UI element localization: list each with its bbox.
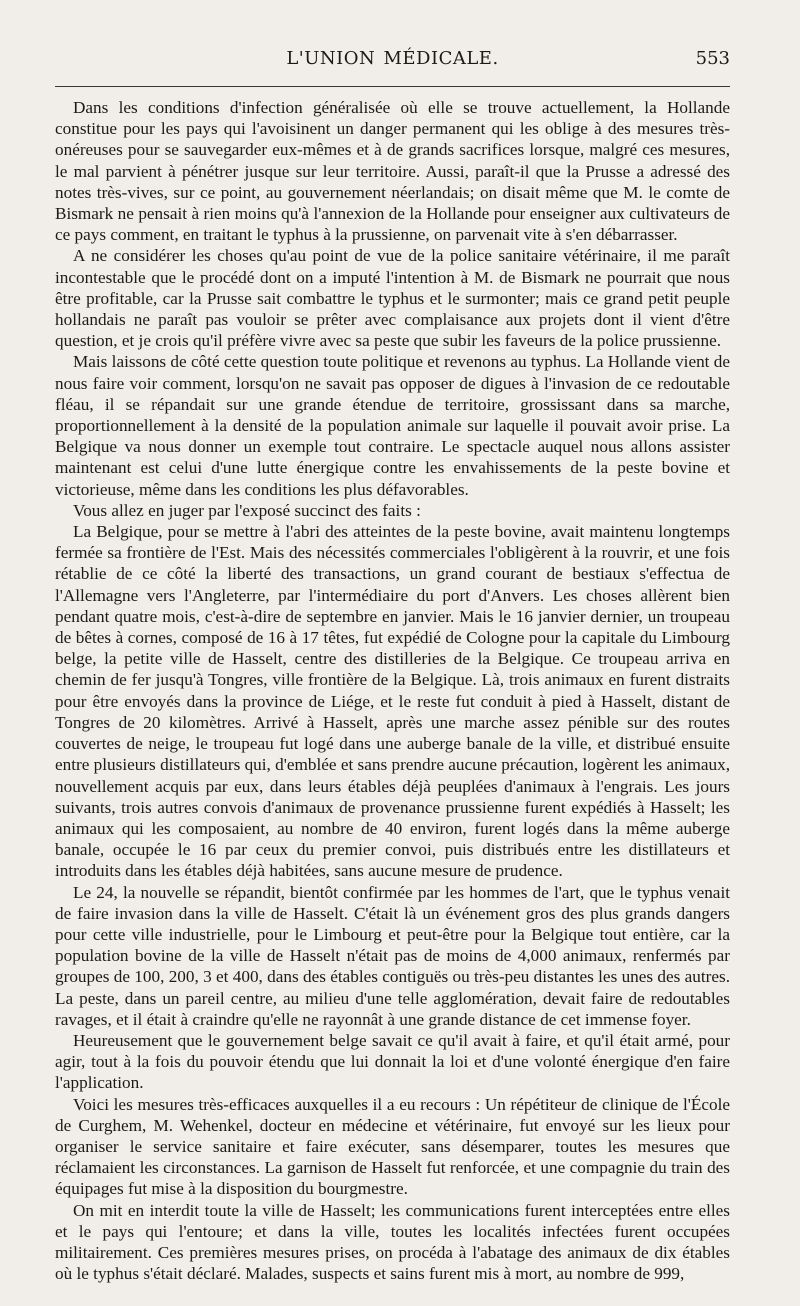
paragraph: Voici les mesures très-efficaces auxquelles il a eu recours : Un répétiteur de clinique de l'École de Curghem, M. Wehenkel, docteur en médecine et vétérinaire, fut envoyé sur les lieux pour organiser le service sanitaire et faire exécuter, sans désemparer, toutes les mesures que réclamaient les circonstances. La garnison de Hasselt fut renforcée, et une compagnie du train des équipages fut mise à la disposition du bourgmestre. [55, 1094, 730, 1199]
body-text [55, 97, 730, 1284]
paragraph: Mais laissons de côté cette question toute politique et revenons au typhus. La Hollande vient de nous faire voir comment, lorsqu'on ne savait pas opposer de digues à l'invasion de ce redoutable fléau, il se répandait sur une grande étendue de territoire, grossissant dans sa marche, proportionnellement à la densité de la population animale sur laquelle il pouvait avoir prise. La Belgique va nous donner un exemple tout contraire. Le spectacle auquel nous allons assister maintenant est celui d'une lutte énergique contre les envahissements de la peste bovine et victorieuse, même dans les conditions les plus défavorables. [55, 352, 730, 499]
paragraph: Le 24, la nouvelle se répandit, bientôt confirmée par les hommes de l'art, que le typhus venait de faire invasion dans la ville de Hasselt. C'était là un événement gros des plus grands dangers pour cette ville industrielle, pour le Limbourg et peut-être pour la Belgique tout entière, car la population bovine de la ville de Hasselt n'était pas de moins de 4,000 animaux, renfermés par groupes de 100, 200, 3 et 400, dans des étables contiguës ou très-peu distantes les unes des autres. La peste, dans un pareil centre, au milieu d'une telle agglomération, devait faire de redoutables ravages, et il était à craindre qu'elle ne rayonnât à une grande distance de cet immense foyer. [55, 882, 730, 1029]
paragraph: On mit en interdit toute la ville de Hasselt; les communications furent interceptées entre elles et le pays qui l'entoure; et dans la ville, toutes les localités infectées furent occupées militairement. Ces premières mesures prises, on procéda à l'abatage des animaux de dix étables où le typhus s'était déclaré. Malades, suspects et sains furent mis à mort, au nombre de 999, [55, 1200, 730, 1284]
paragraph: La Belgique, pour se mettre à l'abri des atteintes de la peste bovine, avait maintenu longtemps fermée sa frontière de l'Est. Mais des nécessités commerciales l'obligèrent à la rouvrir, et une fois rétablie de ce côté la liberté des transactions, un grand courant de bestiaux s'effectua de l'Allemagne vers l'Angleterre, par l'intermédiaire du port d'Anvers. Les choses allèrent bien pendant quatre mois, c'est-à-dire de septembre en janvier. Mais le 16 janvier dernier, un troupeau de bêtes à cornes, composé de 16 à 17 têtes, fut expédié de Cologne pour la capitale du Limbourg belge, la petite ville de Hasselt, centre des distilleries de la Belgique. Ce troupeau arriva en chemin de fer jusqu'à Tongres, ville frontière de la Belgique. Là, trois animaux en furent distraits pour être envoyés dans la province de Liége, et le reste fut conduit à pied à Hasselt, distant de Tongres de 20 kilomètres. Arrivé à Hasselt, après une marche assez pénible sur des routes couvertes de neige, le troupeau fut logé dans une auberge banale de la ville, et distribué ensuite entre plusieurs distillateurs qui, d'emblée et sans prendre aucune précaution, logèrent les animaux, nouvellement acquis par eux, dans leurs étables déjà peuplées d'animaux à l'engrais. Les jours suivants, trois autres convois d'animaux de provenance prussienne furent expédiés à Hasselt; les animaux qui les composaient, au nombre de 40 environ, furent logés dans la même auberge banale, occupée le 16 par ceux du premier convoi, puis distribués entre les distillateurs et introduits dans les étables déjà habitées, sans aucune mesure de prudence. [55, 522, 730, 881]
header-rule [55, 86, 730, 87]
page-number: 553 [695, 48, 730, 69]
paragraph: Vous allez en juger par l'exposé succinct des faits : [73, 500, 421, 520]
running-title: L'UNION MÉDICALE. [286, 48, 499, 69]
paragraph: Heureusement que le gouvernement belge savait ce qu'il avait à faire, et qu'il était armé, pour agir, tout à la fois du pouvoir étendu que lui donnait la loi et d'une volonté énergique d'en faire l'application. [55, 1030, 730, 1093]
paragraph: Dans les conditions d'infection généralisée où elle se trouve actuellement, la Hollande constitue pour les pays qui l'avoisinent un danger permanent qui les oblige à des mesures très-onéreuses pour se sauvegarder eux-mêmes et à de grands sacrifices lorsque, malgré ces mesures, le mal parvient à pénétrer jusque sur leur territoire. Aussi, paraît-il que la Prusse a adressé des notes très-vives, sur ce point, au gouvernement néerlandais; on disait même que M. le comte de Bismark ne pensait à rien moins qu'à l'annexion de la Hollande pour enseigner aux cultivateurs de ce pays comment, en traitant le typhus à la prussienne, on parvenait vite à s'en débarrasser. [55, 98, 730, 245]
paragraph: A ne considérer les choses qu'au point de vue de la police sanitaire vétérinaire, il me paraît incontestable que le procédé dont on a imputé l'intention à M. de Bismark ne pourrait que nous être profitable, car la Prusse sait combattre le typhus et le surmonter; mais ce grand petit peuple hollandais ne paraît pas vouloir se prêter avec complaisance aux projets dont il vient d'être question, et je crois qu'il préfère vivre avec sa peste que subir les faveurs de la police prussienne. [55, 246, 730, 351]
page-header [55, 48, 730, 78]
